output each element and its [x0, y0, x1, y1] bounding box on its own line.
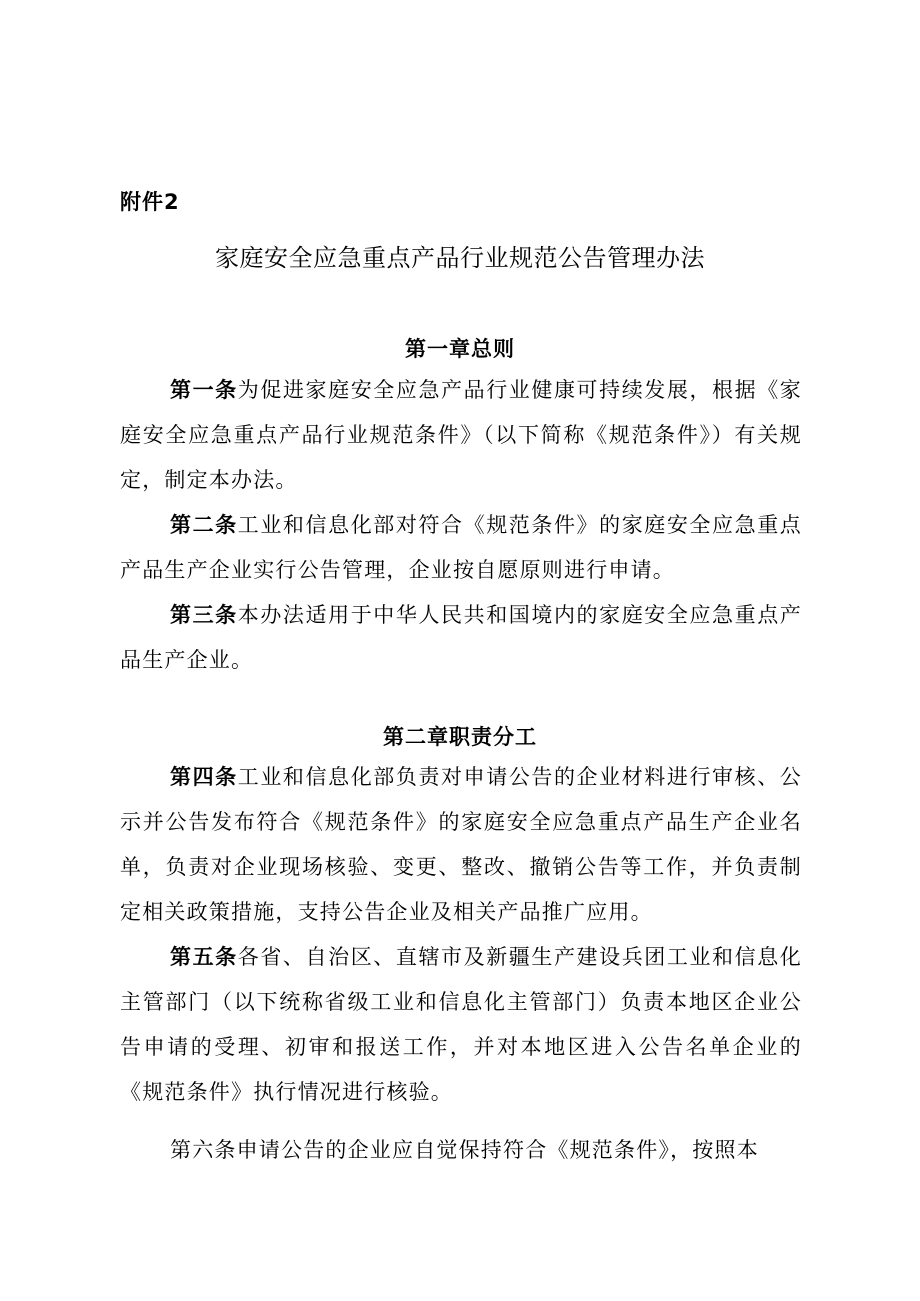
article-paragraph [120, 593, 802, 683]
article-text: 各省、自治区、直辖市及新疆生产建设兵团工业和信息化主管部门（以下统称省级工业和信息化主管部门）负责本地区企业公告申请的受理、初审和报送工作，并对本地区进入公告名单企业的《规范条件》执行情况进行核验。 [120, 945, 802, 1104]
article-label: 第五条 [170, 945, 238, 969]
document-title: 家庭安全应急重点产品行业规范公告管理办法 [215, 244, 705, 272]
article-paragraph [120, 503, 802, 593]
article-paragraph [120, 755, 802, 935]
article-paragraph [120, 935, 802, 1115]
article-text: 本办法适用于中华人民共和国境内的家庭安全应急重点产品生产企业。 [120, 603, 802, 672]
article-text: 为促进家庭安全应急产品行业健康可持续发展，根据《家庭安全应急重点产品行业规范条件》（以下简称《规范条件》）有关规定，制定本办法。 [120, 378, 802, 492]
chapter-heading: 第一章总则 [405, 337, 515, 361]
article-text: 申请公告的企业应自觉保持符合《规范条件》，按照本 [236, 1138, 759, 1162]
article-text: 工业和信息化部对符合《规范条件》的家庭安全应急重点产品生产企业实行公告管理，企业按自愿原则进行申请。 [120, 513, 802, 582]
article-label: 第六条 [170, 1138, 237, 1162]
article-paragraph [120, 368, 802, 503]
article-label: 第一条 [170, 378, 238, 402]
article-text: 工业和信息化部负责对申请公告的企业材料进行审核、公示并公告发布符合《规范条件》的家庭安全应急重点产品生产企业名单，负责对企业现场核验、变更、整改、撤销公告等工作，并负责制定相关政策措施，支持公告企业及相关产品推广应用。 [120, 765, 802, 924]
article-label: 第四条 [170, 765, 238, 789]
article-label: 第三条 [170, 603, 238, 627]
article-paragraph [120, 1128, 802, 1173]
article-label: 第二条 [170, 513, 238, 537]
attachment-label: 附件2 [120, 190, 180, 214]
chapter-heading: 第二章职责分工 [383, 725, 537, 749]
